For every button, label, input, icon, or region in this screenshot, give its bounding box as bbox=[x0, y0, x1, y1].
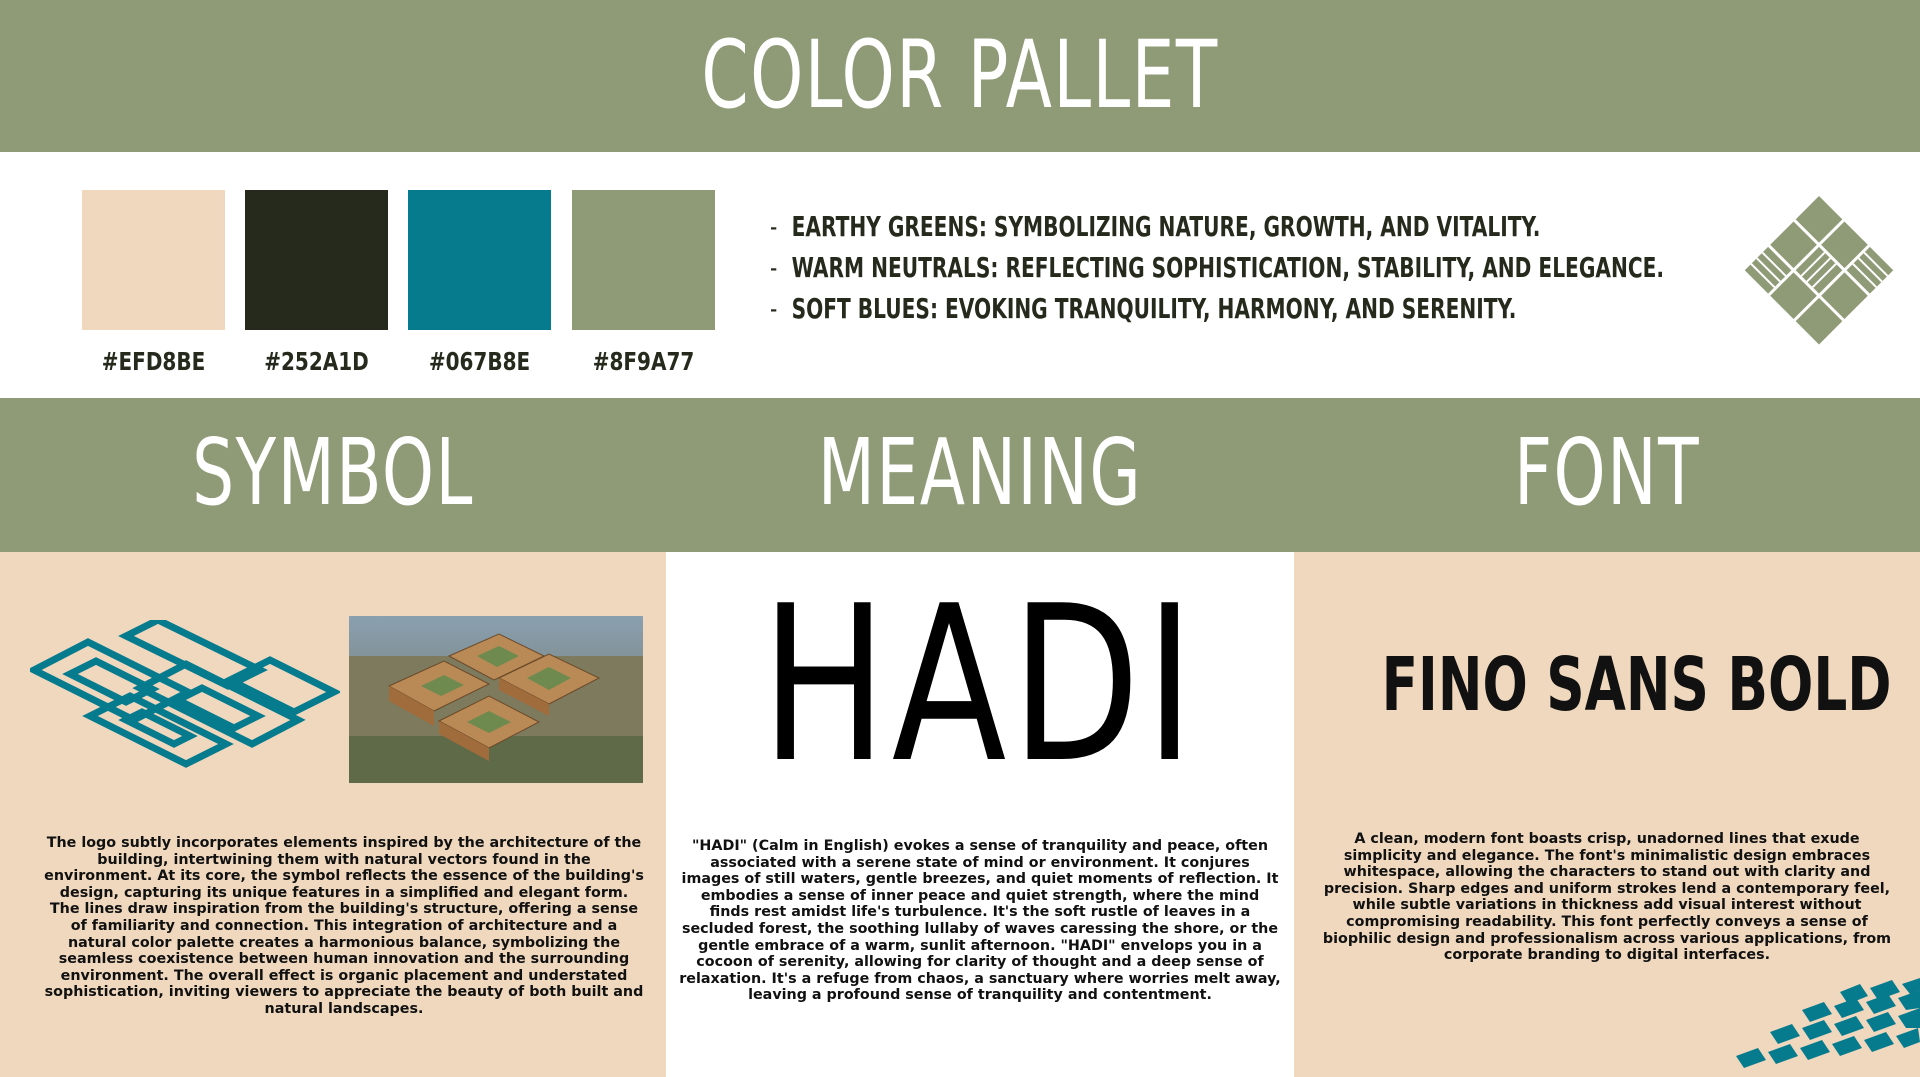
diamond-pattern-icon bbox=[1742, 196, 1896, 350]
building-photo bbox=[349, 616, 643, 783]
font-description: A clean, modern font boasts crisp, unadorned lines that exude simplicity and elegance. The font's minimalistic design embraces whitespace, allowing the characters to stand out with clarity and precision. Sharp edges and uniform strokes lend a contemporary feel, while subtle variations in thickness add visual interest without compromising readability. This font perfectly conveys a sense of biophilic design and professionalism across various applications, from corporate branding to digital interfaces. bbox=[1322, 831, 1892, 964]
bullet-text: SOFT BLUES: EVOKING TRANQUILITY, HARMONY, AND SERENITY. bbox=[791, 292, 1517, 325]
bullet-item: - SOFT BLUES: EVOKING TRANQUILITY, HARMONY, AND SERENITY. bbox=[770, 292, 1517, 325]
bullet-text: EARTHY GREENS: SYMBOLIZING NATURE, GROWTH, AND VITALITY. bbox=[791, 210, 1541, 243]
swatch-teal bbox=[408, 190, 551, 330]
bullet-text: WARM NEUTRALS: REFLECTING SOPHISTICATION, STABILITY, AND ELEGANCE. bbox=[791, 251, 1665, 284]
meaning-description: "HADI" (Calm in English) evokes a sense of tranquility and peace, often associated with a serene state of mind or environment. It conjures images of still waters, gentle breezes, and quiet moments of reflection. It embodies a sense of inner peace and quiet strength, where the mind finds rest amidst life's turbulence. It's the soft rustle of leaves in a secluded forest, the soothing lullaby of waves caressing the shore, or the gentle embrace of a warm, sunlit afternoon. "HADI" envelops you in a cocoon of serenity, allowing for clarity of thought and a deep sense of relaxation. It's a refuge from chaos, a sanctuary where worries melt away, leaving a profound sense of tranquility and contentment. bbox=[679, 838, 1281, 1004]
font-heading: FONT bbox=[1513, 419, 1701, 526]
hadi-word: HADI bbox=[760, 559, 1200, 810]
swatch-dark bbox=[245, 190, 388, 330]
bullet-item: - WARM NEUTRALS: REFLECTING SOPHISTICATION, STABILITY, AND ELEGANCE. bbox=[770, 251, 1665, 284]
meaning-heading: MEANING bbox=[817, 419, 1143, 526]
swatch-hex-label: #067B8E bbox=[428, 347, 531, 376]
swatch-sand bbox=[82, 190, 225, 330]
symbol-description: The logo subtly incorporates elements inspired by the architecture of the building, intertwining them with natural vectors found in the environment. At its core, the symbol reflects the essence of the building's design, capturing its unique features in a simplified and elegant form. The lines draw inspiration from the building's structure, offering a sense of familiarity and connection. This integration of architecture and a natural color palette creates a harmonious balance, symbolizing the seamless coexistence between human innovation and the surrounding environment. The overall effect is organic placement and understated sophistication, inviting viewers to appreciate the beauty of both built and natural landscapes. bbox=[44, 835, 644, 1017]
teal-tiles-icon bbox=[1730, 978, 1920, 1077]
logo-symbol-icon bbox=[30, 620, 340, 768]
bullet-item: - EARTHY GREENS: SYMBOLIZING NATURE, GROWTH, AND VITALITY. bbox=[770, 210, 1541, 243]
symbol-heading: SYMBOL bbox=[192, 419, 474, 526]
swatch-sage bbox=[572, 190, 715, 330]
font-name: FINO SANS BOLD bbox=[1381, 642, 1892, 728]
swatch-hex-label: #252A1D bbox=[264, 347, 369, 376]
swatch-hex-label: #8F9A77 bbox=[592, 347, 695, 376]
swatch-hex-label: #EFD8BE bbox=[101, 347, 206, 376]
page-title: COLOR PALLET bbox=[701, 21, 1219, 130]
